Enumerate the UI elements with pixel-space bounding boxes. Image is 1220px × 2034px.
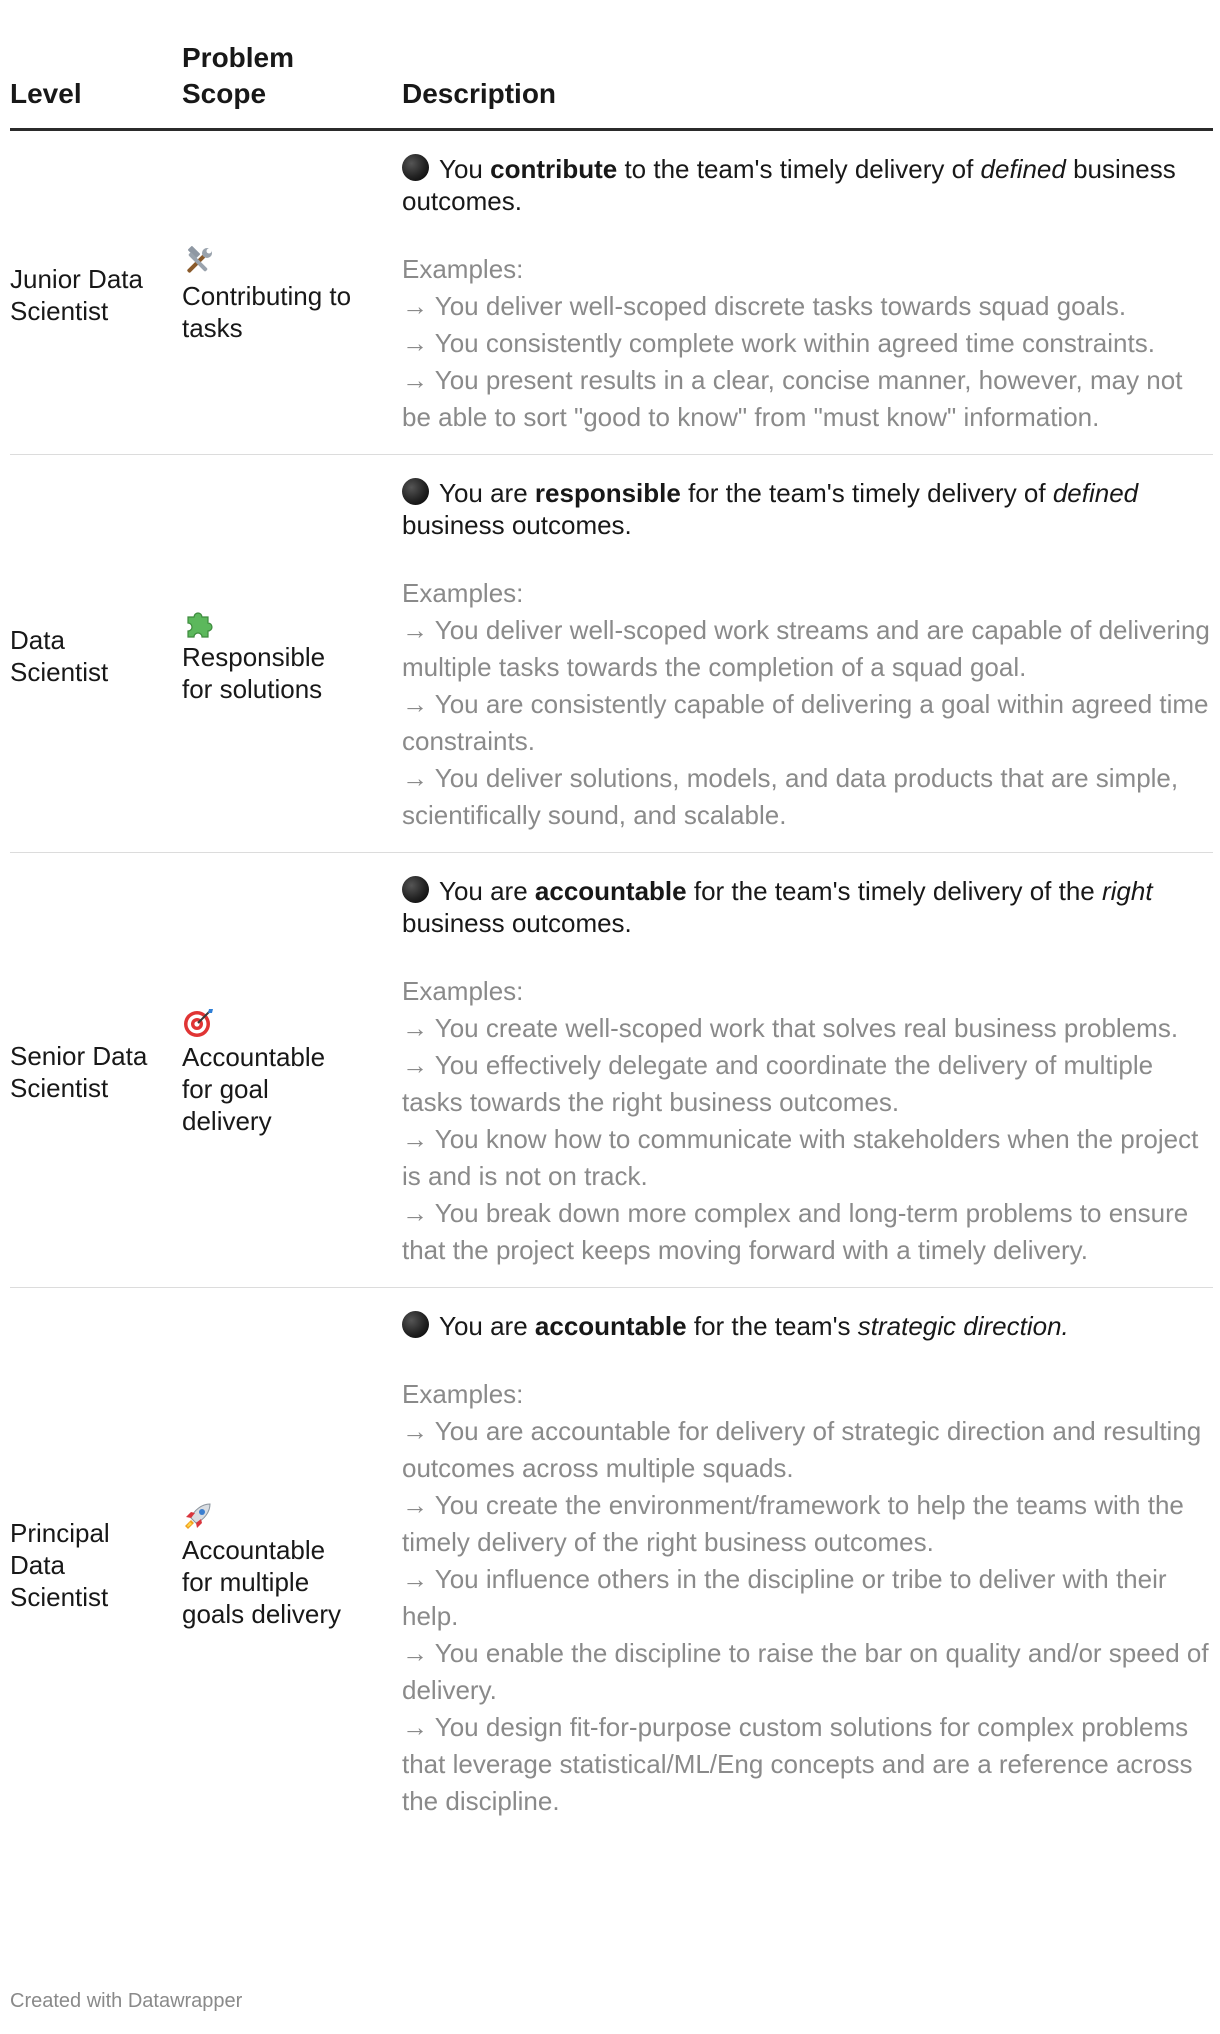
example-item: → You create well-scoped work that solves real business problems. — [402, 1013, 1179, 1043]
example-item: → You break down more complex and long-term problems to ensure that the project keeps moving forward with a timely delivery. — [402, 1198, 1189, 1265]
examples-list — [402, 251, 1213, 436]
lead-statement: You are responsible for the team's timely delivery of defined business outcomes. — [402, 478, 1139, 540]
hammer-and-wrench-icon — [182, 246, 214, 278]
example-item: → You create the environment/framework to help the teams with the timely delivery of the right business outcomes. — [402, 1490, 1184, 1557]
black-circle-icon — [402, 876, 429, 903]
level-name: Senior Data Scientist — [10, 1041, 148, 1103]
examples-label: Examples: — [402, 578, 524, 608]
datawrapper-credit[interactable]: Created with Datawrapper — [10, 1990, 243, 2012]
table-header — [10, 0, 1213, 131]
scope-label: Contributing to tasks — [182, 280, 352, 343]
example-item: → You design fit-for-purpose custom solutions for complex problems that leverage statistical/ML/Eng concepts and are a reference across the discipline. — [402, 1712, 1193, 1816]
example-item: → You are accountable for delivery of strategic direction and resulting outcomes across multiple squads. — [402, 1416, 1202, 1483]
black-circle-icon — [402, 1311, 429, 1338]
examples-list — [402, 575, 1213, 834]
table-row — [10, 1288, 1213, 1838]
levels-table — [10, 0, 1213, 1838]
examples-label: Examples: — [402, 1379, 524, 1409]
example-item: → You consistently complete work within agreed time constraints. — [402, 328, 1155, 358]
scope-label: Accountable for goal delivery — [182, 1042, 326, 1136]
scope-label: Accountable for multiple goals delivery — [182, 1535, 341, 1629]
header-problem-scope — [182, 40, 402, 112]
level-name: Principal Data Scientist — [10, 1518, 110, 1612]
table-row — [10, 455, 1213, 853]
example-item: → You effectively delegate and coordinate the delivery of multiple tasks towards the right business outcomes. — [402, 1050, 1154, 1117]
examples-list — [402, 973, 1213, 1269]
example-item: → You are consistently capable of delivering a goal within agreed time constraints. — [402, 689, 1209, 756]
target-icon — [182, 1007, 214, 1039]
table-row — [10, 853, 1213, 1288]
example-item: → You deliver solutions, models, and data products that are simple, scientifically sound, and scalable. — [402, 763, 1179, 830]
lead-statement: You are accountable for the team's strategic direction. — [402, 1310, 1213, 1342]
level-name: Junior Data Scientist — [10, 263, 143, 326]
example-item: → You know how to communicate with stakeholders when the project is and is not on track. — [402, 1124, 1199, 1191]
scope-label: Responsible for solutions — [182, 641, 326, 704]
lead-statement: You contribute to the team's timely delivery of defined business outcomes. — [402, 154, 1176, 216]
examples-list — [402, 1376, 1213, 1820]
header-level: Level — [10, 78, 82, 109]
black-circle-icon — [402, 478, 429, 505]
header-scope-line2: Scope — [182, 78, 267, 109]
example-item: → You deliver well-scoped work streams and are capable of delivering multiple tasks towards the completion of a squad goal. — [402, 615, 1210, 682]
level-name: Data Scientist — [10, 624, 109, 687]
header-scope-line1: Problem — [182, 42, 295, 73]
example-item: → You enable the discipline to raise the bar on quality and/or speed of delivery. — [402, 1638, 1209, 1705]
examples-label: Examples: — [402, 254, 524, 284]
example-item: → You present results in a clear, concise manner, however, may not be able to sort "good to know" from "must know" information. — [402, 365, 1183, 432]
rocket-icon — [182, 1500, 214, 1532]
header-description: Description — [402, 78, 557, 109]
example-item: → You deliver well-scoped discrete tasks towards squad goals. — [402, 291, 1127, 321]
black-circle-icon — [402, 154, 429, 181]
table-row — [10, 131, 1213, 455]
lead-statement: You are accountable for the team's timely delivery of the right business outcomes. — [402, 876, 1153, 938]
puzzle-piece-icon — [182, 607, 214, 639]
examples-label: Examples: — [402, 976, 524, 1006]
example-item: → You influence others in the discipline or tribe to deliver with their help. — [402, 1564, 1167, 1631]
